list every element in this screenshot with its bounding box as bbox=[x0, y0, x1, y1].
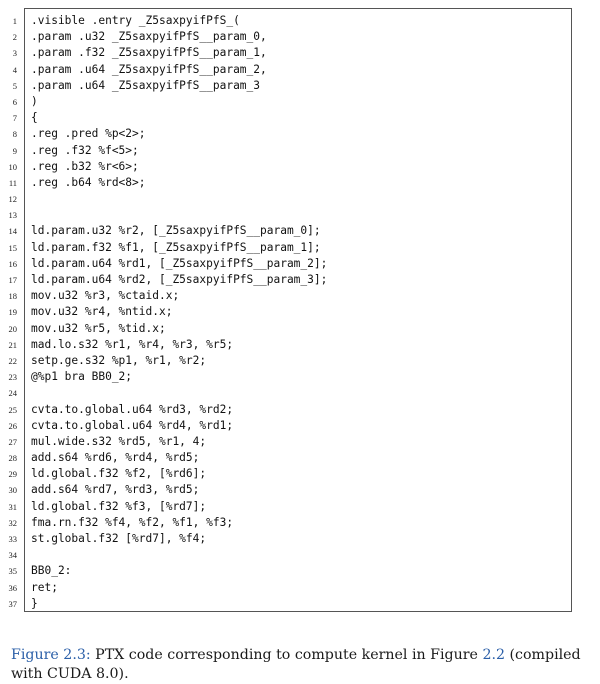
line-code: cvta.to.global.u64 %rd4, %rd1; bbox=[31, 418, 234, 432]
caption-text: PTX code corresponding to compute kernel in Figure bbox=[90, 647, 483, 664]
line-number: 30 bbox=[8, 485, 17, 496]
line-number: 26 bbox=[8, 420, 17, 431]
line-number: 24 bbox=[8, 388, 17, 399]
line-number: 8 bbox=[12, 129, 17, 140]
line-number: 22 bbox=[8, 355, 17, 366]
line-code: .param .u64 _Z5saxpyifPfS__param_3 bbox=[31, 78, 261, 92]
line-number: 31 bbox=[8, 501, 17, 512]
line-number: 9 bbox=[12, 145, 17, 156]
line-number: 21 bbox=[8, 339, 17, 350]
line-number: 13 bbox=[8, 210, 17, 221]
line-code: mul.wide.s32 %rd5, %r1, 4; bbox=[31, 434, 207, 448]
line-number: 14 bbox=[8, 226, 17, 237]
line-number: 20 bbox=[8, 323, 17, 334]
line-number: 18 bbox=[8, 291, 17, 302]
line-number: 35 bbox=[8, 566, 17, 577]
line-code: ld.param.f32 %f1, [_Z5saxpyifPfS__param_1]; bbox=[31, 240, 321, 254]
figure-reference-link[interactable]: 2.2 bbox=[482, 647, 506, 664]
line-number: 27 bbox=[8, 436, 17, 447]
line-code: ld.param.u64 %rd2, [_Z5saxpyifPfS__param_3]; bbox=[31, 273, 328, 286]
line-code: st.global.f32 [%rd7], %f4; bbox=[31, 532, 207, 545]
line-code: fma.rn.f32 %f4, %f2, %f1, %f3; bbox=[31, 515, 234, 529]
line-number: 11 bbox=[8, 177, 17, 188]
line-number: 33 bbox=[8, 534, 17, 544]
line-number: 37 bbox=[8, 598, 17, 609]
line-number: 23 bbox=[8, 372, 17, 383]
line-code: ld.param.u64 %rd1, [_Z5saxpyifPfS__param_2]; bbox=[31, 256, 328, 270]
line-number: 28 bbox=[8, 453, 17, 464]
line-number: 6 bbox=[12, 96, 17, 107]
line-number: 36 bbox=[8, 582, 17, 593]
line-code: .param .f32 _Z5saxpyifPfS__param_1, bbox=[31, 46, 267, 60]
line-number: 3 bbox=[12, 48, 17, 59]
line-code: .reg .b32 %r<6>; bbox=[31, 159, 139, 173]
line-number: 4 bbox=[12, 64, 17, 75]
line-code: ld.global.f32 %f2, [%rd6]; bbox=[31, 467, 207, 481]
line-number: 19 bbox=[8, 307, 17, 318]
line-code: .param .u32 _Z5saxpyifPfS__param_0, bbox=[31, 30, 267, 44]
line-code: ret; bbox=[31, 580, 58, 594]
line-code: @%p1 bra BB0_2; bbox=[31, 370, 133, 384]
line-number: 15 bbox=[8, 242, 17, 253]
line-number: 16 bbox=[8, 258, 17, 269]
figure-label: Figure 2.3: bbox=[11, 647, 91, 664]
line-code: add.s64 %rd6, %rd4, %rd5; bbox=[31, 451, 200, 465]
line-code: .visible .entry _Z5saxpyifPfS_( bbox=[31, 14, 240, 27]
caption-text-continued: (compiled with CUDA 8.0). bbox=[11, 647, 581, 683]
line-code: .param .u64 _Z5saxpyifPfS__param_2, bbox=[31, 62, 267, 76]
line-code: setp.ge.s32 %p1, %r1, %r2; bbox=[31, 353, 207, 367]
line-code: ld.param.u32 %r2, [_Z5saxpyifPfS__param_0]; bbox=[31, 224, 321, 238]
line-number: 5 bbox=[12, 80, 17, 91]
figure-caption bbox=[11, 646, 596, 684]
line-number: 34 bbox=[8, 550, 17, 561]
line-code: mov.u32 %r4, %ntid.x; bbox=[31, 305, 173, 319]
line-number: 7 bbox=[12, 113, 17, 124]
line-code: mov.u32 %r3, %ctaid.x; bbox=[31, 289, 180, 303]
line-code: mad.lo.s32 %r1, %r4, %r3, %r5; bbox=[31, 337, 234, 351]
line-code: add.s64 %rd7, %rd3, %rd5; bbox=[31, 483, 200, 497]
line-code: ) bbox=[31, 94, 38, 108]
line-code: BB0_2: bbox=[31, 564, 72, 578]
line-code: } bbox=[31, 596, 38, 610]
line-code: .reg .f32 %f<5>; bbox=[31, 143, 139, 157]
line-number: 10 bbox=[8, 161, 17, 172]
line-code: mov.u32 %r5, %tid.x; bbox=[31, 321, 166, 335]
line-code: .reg .pred %p<2>; bbox=[31, 127, 146, 141]
line-number: 29 bbox=[8, 469, 17, 480]
line-number: 32 bbox=[8, 517, 17, 528]
line-number: 2 bbox=[12, 32, 17, 43]
line-number: 12 bbox=[8, 194, 17, 205]
line-number: 25 bbox=[8, 404, 17, 415]
line-code: { bbox=[31, 111, 38, 125]
line-number: 1 bbox=[12, 16, 17, 26]
line-code: .reg .b64 %rd<8>; bbox=[31, 175, 146, 189]
line-code: cvta.to.global.u64 %rd3, %rd2; bbox=[31, 402, 234, 416]
code-listing-box bbox=[8, 8, 572, 612]
line-number: 17 bbox=[8, 275, 17, 285]
line-code: ld.global.f32 %f3, [%rd7]; bbox=[31, 499, 207, 513]
